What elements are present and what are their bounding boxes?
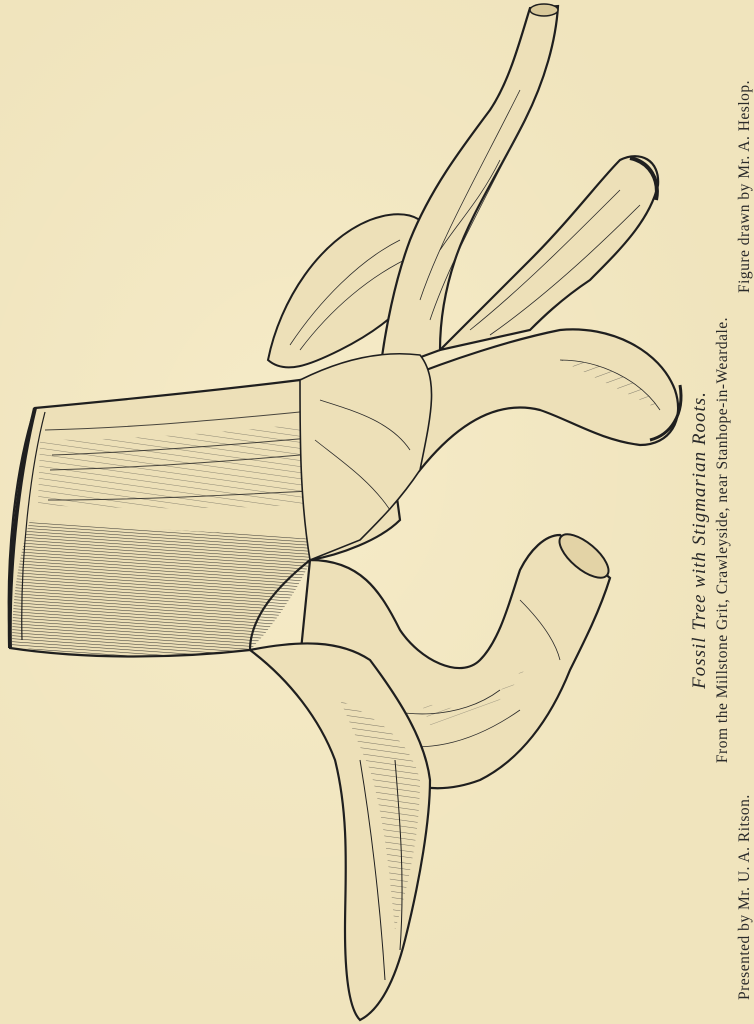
plate-caption: [689, 80, 753, 1000]
presented-by-credit: Presented by Mr. U. A. Ritson.: [736, 794, 753, 1000]
plate-origin: From the Millstone Grit, Crawleyside, near Stanhope-in-Weardale.: [714, 316, 731, 764]
plate-title: Fossil Tree with Stigmarian Roots.: [689, 391, 710, 689]
drawn-by-credit: Figure drawn by Mr. A. Heslop.: [736, 80, 753, 294]
